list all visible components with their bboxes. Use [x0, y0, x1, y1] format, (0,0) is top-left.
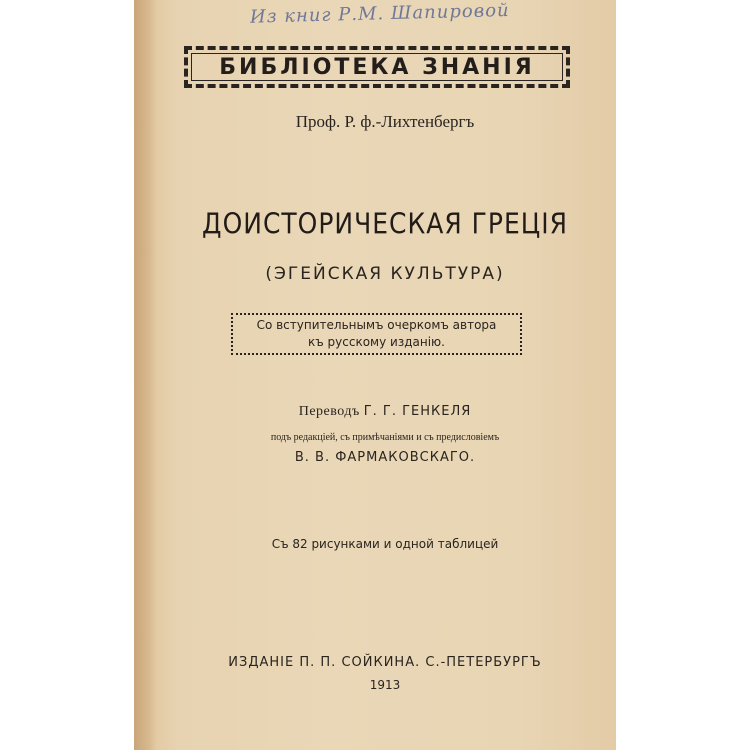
translator-name: Г. Г. ГЕНКЕЛЯ: [363, 404, 472, 419]
intro-note-line-1: Со вступительнымъ очеркомъ автора: [256, 318, 497, 332]
series-title: БИБЛІОТЕКА ЗНАНІЯ: [219, 54, 535, 80]
publication-year: 1913: [369, 678, 401, 692]
editor-name: В. В. ФАРМАКОВСКАГО.: [294, 450, 476, 465]
intro-note-frame: [231, 313, 522, 355]
book-subtitle: (ЭГЕЙСКАЯ КУЛЬТУРА): [265, 264, 505, 284]
translation-prefix: Переводъ: [298, 404, 360, 419]
book-spine-shadow: [134, 0, 156, 750]
editorial-note: подъ редакціей, съ примѣчаніями и съ предисловіемъ: [270, 432, 500, 443]
handwritten-inscription: Из книг Р.М. Шапировой: [249, 0, 510, 28]
author-line: Проф. Р. ф.-Лихтенбергъ: [295, 112, 475, 131]
series-frame: [184, 46, 570, 88]
intro-note-line-2: къ русскому изданію.: [308, 335, 445, 349]
publisher-line: ИЗДАНІЕ П. П. СОЙКИНА. С.-ПЕТЕРБУРГЪ: [228, 655, 542, 670]
illustrations-note: Съ 82 рисунками и одной таблицей: [271, 537, 499, 551]
translation-line: [154, 404, 616, 420]
book-title: ДОИСТОРИЧЕСКАЯ ГРЕЦІЯ: [202, 206, 568, 241]
